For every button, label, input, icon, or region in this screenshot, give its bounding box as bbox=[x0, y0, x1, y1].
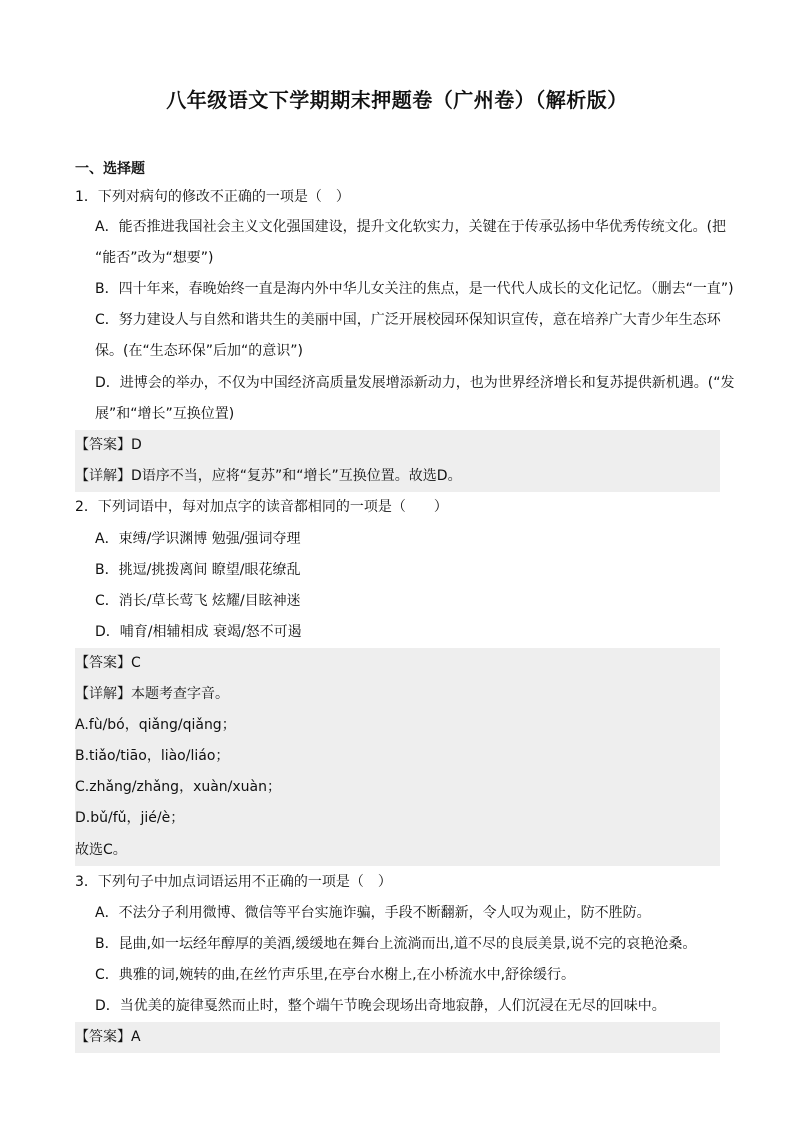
q3-option-d: D．当优美的旋律戛然而止时，整个端午节晚会现场出奇地寂静，人们沉浸在无尽的回味中。 bbox=[95, 998, 666, 1014]
q1-stem: 1．下列对病句的修改不正确的一项是（ ） bbox=[75, 189, 350, 205]
q2-answer: 【答案】C bbox=[75, 655, 141, 671]
q1-option-a-cont: “能否”改为“想要”) bbox=[95, 250, 214, 266]
q1-option-d: D．进博会的举办，不仅为中国经济高质量发展增添新动力，也为世界经济增长和复苏提供新机遇。(“发 bbox=[95, 375, 735, 391]
q1-option-c: C．努力建设人与自然和谐共生的美丽中国，广泛开展校园环保知识宣传，意在培养广大青少年生态环 bbox=[95, 312, 721, 328]
q1-answer: 【答案】D bbox=[75, 437, 142, 453]
q2-option-a: A．束缚/学识渊博 勉强/强词夺理 bbox=[95, 531, 301, 547]
q2-pinyin-a: A.fù/bó，qiǎng/qiǎng； bbox=[75, 717, 236, 733]
q1-option-c-cont: 保。(在“生态环保”后加“的意识”) bbox=[95, 343, 303, 359]
q2-pinyin-c: C.zhǎng/zhǎng，xuàn/xuàn； bbox=[75, 779, 282, 795]
section-heading: 一、选择题 bbox=[75, 161, 145, 177]
q2-option-d: D．哺育/相辅相成 衰竭/怒不可遏 bbox=[95, 624, 302, 640]
document-title: 八年级语文下学期期末押题卷（广州卷）（解析版） bbox=[166, 88, 628, 112]
q2-conclusion: 故选C。 bbox=[75, 842, 127, 858]
q1-option-d-cont: 展”和“增长”互换位置) bbox=[95, 406, 235, 422]
q2-pinyin-d: D.bǔ/fǔ，jié/è； bbox=[75, 810, 185, 826]
q3-stem: 3．下列句子中加点词语运用不正确的一项是（ ） bbox=[75, 874, 392, 890]
q3-answer-box bbox=[75, 1022, 720, 1053]
q2-option-c: C．消长/草长莺飞 炫耀/目眩神迷 bbox=[95, 593, 301, 609]
q3-option-c: C．典雅的词,婉转的曲,在丝竹声乐里,在亭台水榭上,在小桥流水中,舒徐缓行。 bbox=[95, 967, 576, 983]
q1-option-a: A．能否推进我国社会主义文化强国建设，提升文化软实力，关键在于传承弘扬中华优秀传统文化。(把 bbox=[95, 219, 727, 235]
q3-option-b: B．昆曲,如一坛经年醇厚的美酒,缓缓地在舞台上流淌而出,道不尽的良辰美景,说不完的哀艳沧桑。 bbox=[95, 936, 697, 952]
q1-option-b: B．四十年来，春晚始终一直是海内外中华儿女关注的焦点，是一代代人成长的文化记忆。（删去“一直”) bbox=[95, 281, 734, 297]
q3-answer: 【答案】A bbox=[75, 1029, 141, 1045]
q3-option-a: A．不法分子利用微博、微信等平台实施诈骗，手段不断翻新，令人叹为观止，防不胜防。 bbox=[95, 905, 651, 921]
q2-pinyin-b: B.tiǎo/tiāo，liào/liáo； bbox=[75, 748, 230, 764]
q2-stem: 2．下列词语中，每对加点字的读音都相同的一项是（ ） bbox=[75, 499, 448, 515]
q1-detail: 【详解】D语序不当，应将“复苏”和“增长”互换位置。故选D。 bbox=[75, 468, 462, 484]
q2-detail: 【详解】本题考查字音。 bbox=[75, 686, 229, 702]
q2-option-b: B．挑逗/挑拨离间 瞭望/眼花缭乱 bbox=[95, 562, 301, 578]
